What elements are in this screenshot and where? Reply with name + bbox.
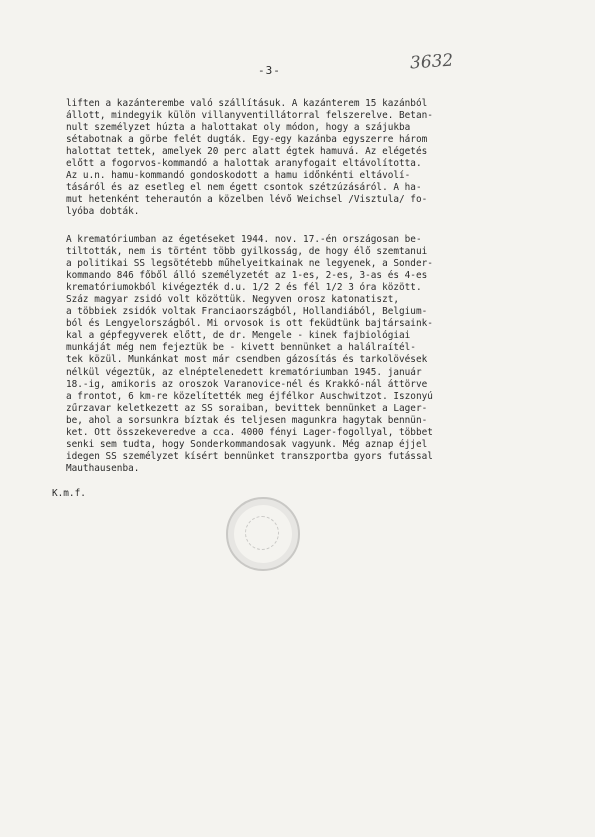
handwritten-archive-number: 3632 — [409, 50, 454, 74]
closing-signature-abbreviation: K.m.f. — [52, 488, 86, 499]
faded-round-stamp — [226, 497, 300, 571]
page-number: -3- — [258, 64, 281, 77]
body-paragraph-2: A krematóriumban az égetéseket 1944. nov. 17.-én országosan be- tiltották, nem is történt több gyilkosság, de hogy élő szemtanui a politikai SS legsötétebb műhelyeitkainak ne legyenek, a Sonder- kommando 846 főből álló személyzetét az 1-es, 2-es, 3-as és 4-es krematóriumokból kivégezték d.u. 1/2 2 és fél 1/2 3 óra között. Száz magyar zsidó volt közöttük. Negyven orosz katonatiszt, a többiek zsidók voltak Franciaországból, Hollandiából, Belgium- ból és Lengyelországból. Mi orvosok is ott feküdtünk bajtársaink- kal a gépfegyverek előtt, de dr. Mengele - kinek fajbiológiai munkáját még nem fejeztük be - kivett bennünket a halálraítél- tek közül. Munkánkat most már csendben gázosítás és tarkolövések nélkül végeztük, az elnéptelenedett krematóriumban 1945. január 18.-ig, amikoris az oroszok Varanovice-nél és Krakkó-nál áttörve a frontot, 6 km-re közelítették meg éjfélkor Auschwitzot. Iszonyú zűrzavar keletkezett az SS soraiban, bevittek bennünket a Lager- be, ahol a sorsunkra bíztak és teljesen magunkra hagytak bennün- ket. Ott összekeveredve a cca. 4000 fényi Lager-fogollyal, többet senki sem tudta, hogy Sonderkommandosak vagyunk. Még aznap éjjel idegen SS személyzet kísért bennünket transzportba gyors futással Mauthausenba. — [66, 234, 433, 474]
body-paragraph-1: liften a kazánterembe való szállításuk. A kazánterem 15 kazánból állott, mindegyik külön villanyventillátorral felszerelve. Betan- nult személyzet húzta a halottakat oly módon, hogy a szájukba sétabotnak a görbe felét dugták. Egy-egy kazánba egyszerre három halottat tettek, amelyek 20 perc alatt égtek hamuvá. Az elégetés előtt a fogorvos-kommandó a halottak aranyfogait eltávolította. Az u.n. hamu-kommandó gondoskodott a hamu időnkénti eltávolí- tásáról és az esetleg el nem égett csontok szétzúzásáról. A ha- mut hetenként teherautón a közelben lévő Weichsel /Visztula/ fo- lyóba dobták. — [66, 98, 433, 218]
